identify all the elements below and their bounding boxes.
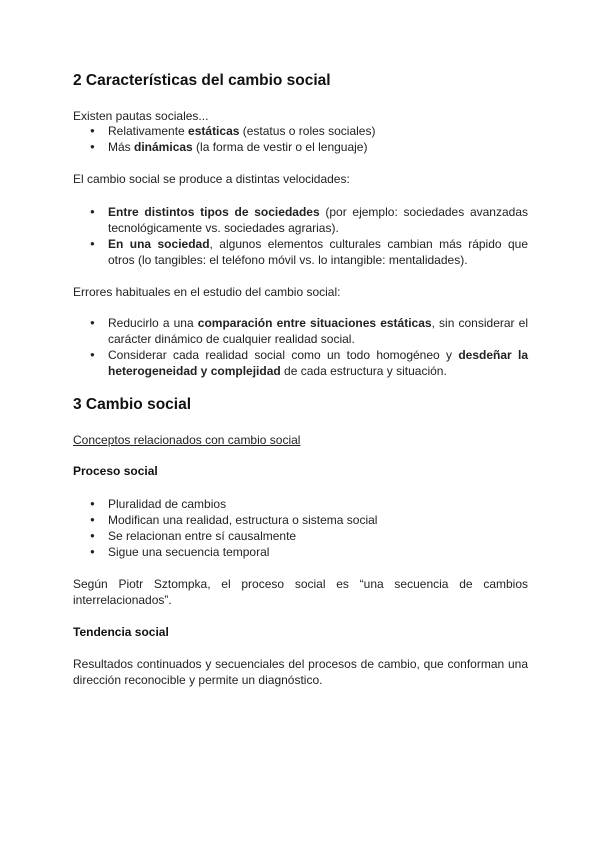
list-item: ● Entre distintos tipos de sociedades (por ejemplo: sociedades avanzadas tecnológicamente vs. sociedades agrarias). — [73, 204, 528, 236]
conceptos-label: Conceptos relacionados con cambio social — [73, 433, 301, 447]
list-item: ● En una sociedad, algunos elementos culturales cambian más rápido que otros (lo tangibles: el teléfono móvil vs. lo intangible: mentalidades). — [73, 236, 528, 268]
pautas-intro: Existen pautas sociales... — [73, 109, 209, 123]
list-item: ● Reducirlo a una comparación entre situaciones estáticas, sin considerar el carácter dinámico de cualquier realidad social. — [73, 315, 528, 347]
errores-list — [73, 315, 528, 379]
list-item: ● Modifican una realidad, estructura o sistema social — [73, 512, 528, 528]
pautas-list — [73, 123, 528, 155]
section-2-title: 2 Características del cambio social — [73, 72, 331, 89]
velocidades-intro: El cambio social se produce a distintas velocidades: — [73, 172, 350, 186]
tendencia-social-title: Tendencia social — [73, 625, 169, 639]
sztompka-quote: Según Piotr Sztompka, el proceso social es “una secuencia de cambios interrelacionados”. — [73, 577, 528, 607]
list-item: ● Más dinámicas (la forma de vestir o el lenguaje) — [73, 139, 528, 155]
list-item: ● Pluralidad de cambios — [73, 496, 528, 512]
velocidades-list — [73, 204, 528, 268]
list-item: ● Se relacionan entre sí causalmente — [73, 528, 528, 544]
list-item: ● Relativamente estáticas (estatus o roles sociales) — [73, 123, 528, 139]
errores-intro: Errores habituales en el estudio del cambio social: — [73, 285, 341, 299]
proceso-list — [73, 496, 528, 560]
section-3-title: 3 Cambio social — [73, 396, 192, 413]
list-item: ● Considerar cada realidad social como un todo homogéneo y desdeñar la heterogeneidad y complejidad de cada estructura y situación. — [73, 347, 528, 379]
list-item: ● Sigue una secuencia temporal — [73, 544, 528, 560]
tendencia-text: Resultados continuados y secuenciales del procesos de cambio, que conforman una dirección reconocible y permite un diagnóstico. — [73, 657, 528, 687]
proceso-social-title: Proceso social — [73, 464, 158, 478]
